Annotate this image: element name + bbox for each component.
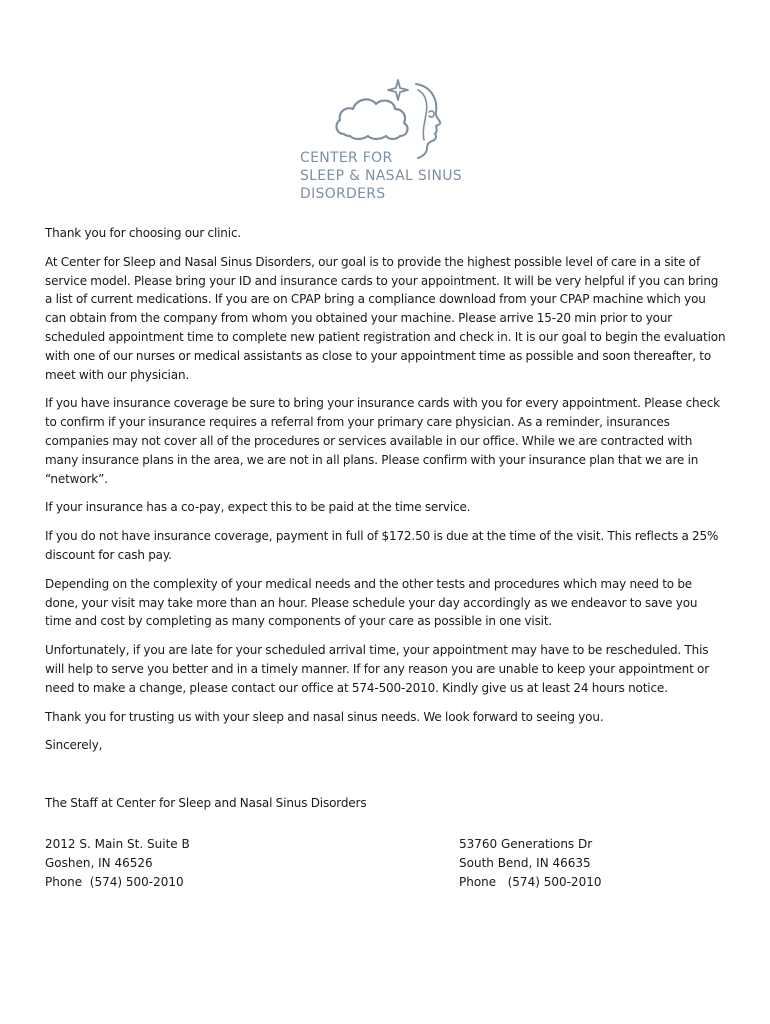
address-south-bend xyxy=(459,835,601,891)
letter-signature: The Staff at Center for Sleep and Nasal Sinus Disorders xyxy=(45,796,367,811)
paragraph-visit-length: Depending on the complexity of your medical needs and the other tests and procedures which may need to be done, your visit may take more than an hour. Please schedule your day accordingly as we endeavor to save you time and cost by completing as many components of your care as possible in one visit. xyxy=(45,576,698,629)
cloud-head-logo-icon xyxy=(334,78,446,160)
address-goshen xyxy=(45,835,190,891)
logo-line-3: DISORDERS xyxy=(300,186,386,202)
goshen-street: 2012 S. Main St. Suite B xyxy=(45,837,190,851)
clinic-logo xyxy=(298,78,478,204)
letter-body xyxy=(45,224,727,823)
paragraph-copay: If your insurance has a co-pay, expect this to be paid at the time service. xyxy=(45,500,471,515)
letter-greeting: Thank you for choosing our clinic. xyxy=(45,226,242,240)
goshen-phone: Phone (574) 500-2010 xyxy=(45,874,184,889)
paragraph-late-policy: Unfortunately, if you are late for your scheduled arrival time, your appointment may have to be rescheduled. This will help to serve you better and in a timely manner. If for any reason you are unable to keep your appointment or need to make a change, please contact our office at 574-500-2010. Kindly give us at least 24 hours notice. xyxy=(45,643,709,695)
paragraph-insurance: If you have insurance coverage be sure to bring your insurance cards with you for every appointment. Please check to confirm if your insurance requires a referral from your primary care physician. As a reminder, insurances companies may not cover all of the procedures or services available in our office. While we are contracted with many insurance plans in the area, we are not in all plans. Please confirm with your insurance plan that we are in “network”. xyxy=(45,396,720,486)
south-bend-city: South Bend, IN 46635 xyxy=(459,855,591,870)
logo-line-2: SLEEP & NASAL SINUS xyxy=(300,168,462,184)
south-bend-phone: Phone (574) 500-2010 xyxy=(459,874,602,889)
goshen-city: Goshen, IN 46526 xyxy=(45,855,153,870)
paragraph-thanks: Thank you for trusting us with your sleep and nasal sinus needs. We look forward to seeing you. xyxy=(45,709,604,724)
logo-line-1: CENTER FOR xyxy=(300,150,393,166)
letter-closing: Sincerely, xyxy=(45,738,103,753)
paragraph-cash-pay: If you do not have insurance coverage, payment in full of $172.50 is due at the time of the visit. This reflects a 25% discount for cash pay. xyxy=(45,529,719,562)
south-bend-street: 53760 Generations Dr xyxy=(459,837,593,851)
paragraph-intro: At Center for Sleep and Nasal Sinus Disorders, our goal is to provide the highest possible level of care in a site of service model. Please bring your ID and insurance cards to your appointment. It will be very helpful if you can bring a list of current medications. If you are on CPAP bring a compliance download from your CPAP machine which you can obtain from the company from whom you obtained your machine. Please arrive 15-20 min prior to your scheduled appointment time to complete new patient registration and check in. It is our goal to begin the evaluation with one of our nurses or medical assistants as close to your appointment time as possible and soon thereafter, to meet with our physician. xyxy=(45,254,726,382)
